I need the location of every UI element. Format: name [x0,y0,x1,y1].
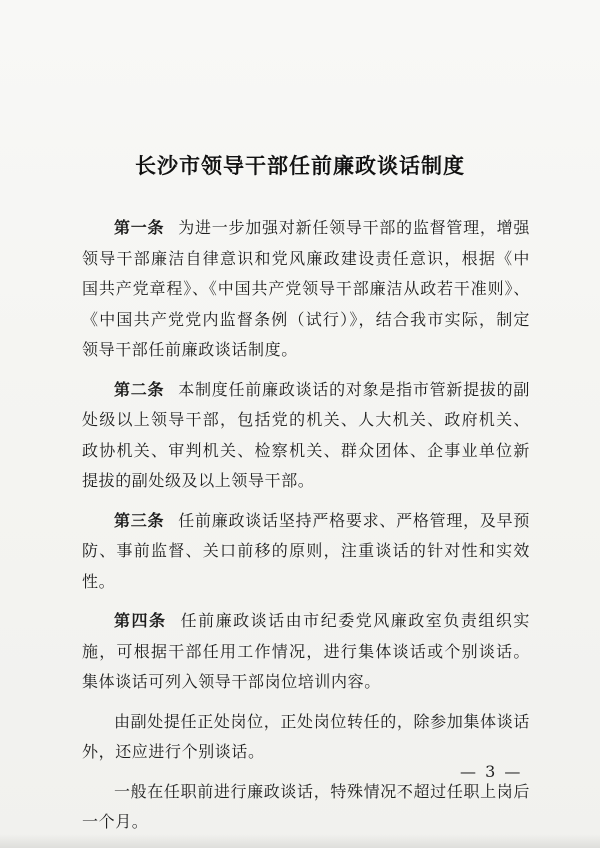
paragraph-text: 任前廉政谈话由市纪委党风廉政室负责组织实施，可根据干部任用工作情况，进行集体谈话或个别谈话。集体谈话可列入领导干部岗位培训内容。 [82,611,530,691]
document-title: 长沙市领导干部任前廉政谈话制度 [135,154,465,178]
article-label: 第二条 [114,379,165,399]
paragraph-5 [82,707,530,768]
article-label: 第三条 [114,510,165,530]
paragraph-1 [82,213,530,366]
article-label: 第一条 [114,218,165,237]
paragraph-text: 由副处提任正处岗位，正处岗位转任的，除参加集体谈话外，还应进行个别谈话。 [82,711,530,761]
page-number: — 3 — [460,762,523,781]
paragraph-4 [82,606,530,698]
article-label: 第四条 [114,611,167,630]
paragraph-text: 本制度任前廉政谈话的对象是指市管新提拔的副处级以上领导干部，包括党的机关、人大机关、政府机关、政协机关、审判机关、检察机关、群众团体、企事业单位新提拔的副处级及以上领导干部。 [82,379,530,490]
paragraph-text: 为进一步加强对新任领导干部的监督管理，增强领导干部廉洁自律意识和党风廉政建设责任意识，根据《中国共产党章程》、《中国共产党领导干部廉洁从政若干准则》、《中国共产党党内监督条例（试行）》，结合我市实际，制定领导干部任前廉政谈话制度。 [82,218,530,359]
page-edge-shadow [0,834,600,848]
document-body [82,213,530,847]
paragraph-text: 任前廉政谈话坚持严格要求、严格管理，及早预防、事前监督、关口前移的原则，注重谈话的针对性和实效性。 [82,510,530,591]
paragraph-2 [82,375,530,497]
paragraph-6 [82,777,530,838]
paragraph-text: 一般在任职前进行廉政谈话，特殊情况不超过任职上岗后一个月。 [82,781,530,831]
paragraph-3 [82,506,530,598]
